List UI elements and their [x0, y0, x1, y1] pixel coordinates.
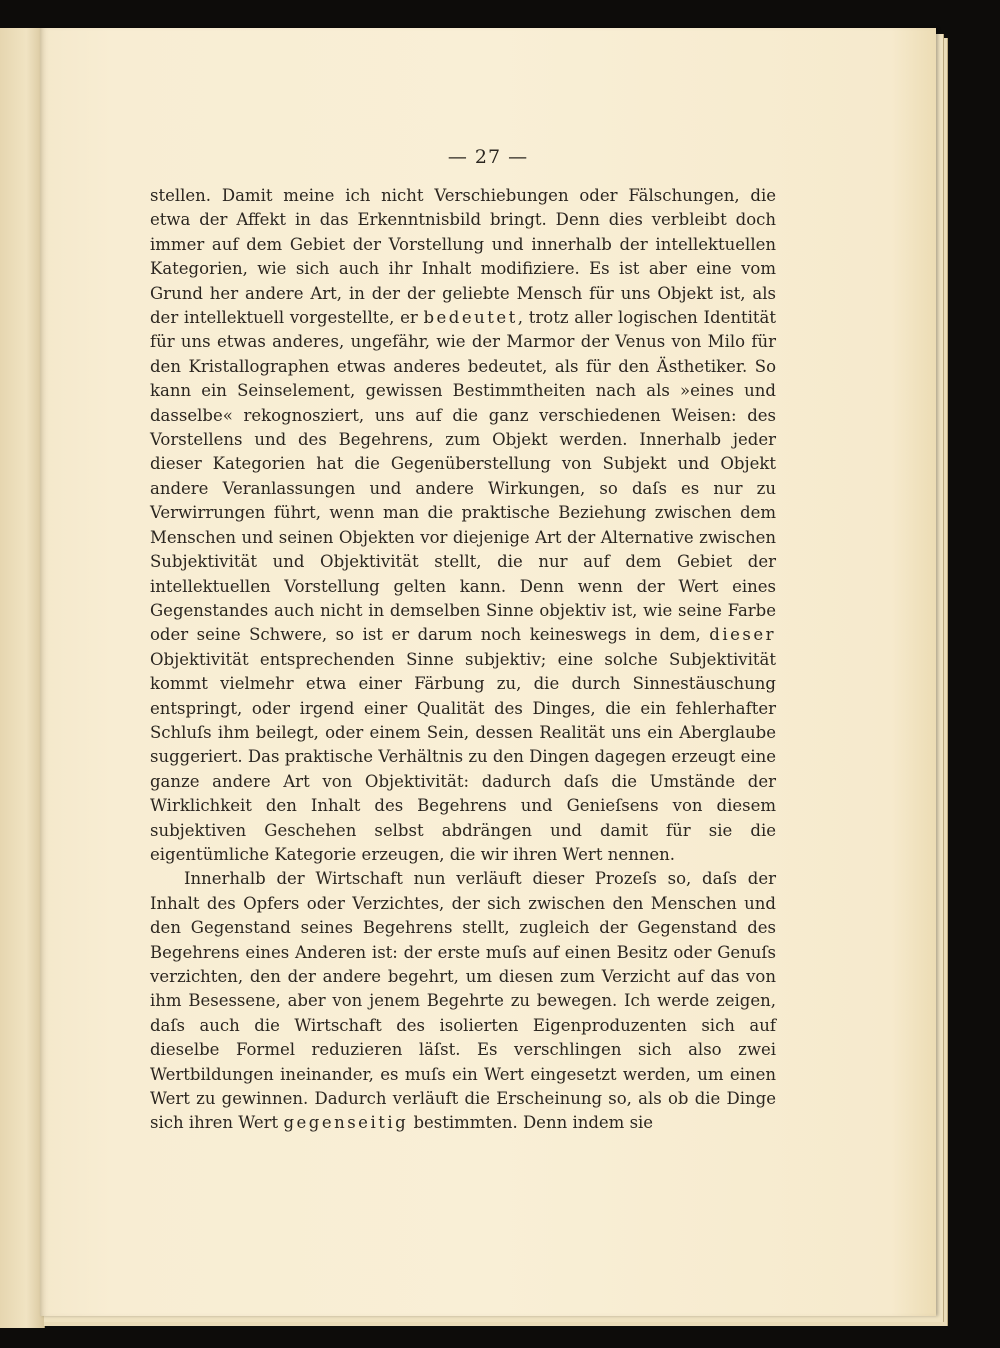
- text-segment: Innerhalb der Wirtschaft nun verläuft dieser Prozeſs so, daſs der Inhalt des Opfers oder Verzichtes, der sich zwischen den Menschen und den Gegenstand seines Begehrens stellt, zugleich der Gegenstand des Begehrens eines Anderen ist: der erste muſs auf einen Besitz oder Genuſs verzichten, den der andere begehrt, um diesen zum Verzicht auf das von ihm Besessene, aber von jenem Begehrte zu bewegen. Ich werde zeigen, daſs auch die Wirtschaft des isolierten Eigenproduzenten sich auf dieselbe Formel reduzieren läſst. Es verschlingen sich also zwei Wertbildungen ineinander, es muſs ein Wert eingesetzt werden, um einen Wert zu gewinnen. Dadurch verläuft die Erscheinung so, als ob die Dinge sich ihren Wert: [150, 869, 776, 1133]
- emphasized-word: gegenseitig: [283, 1113, 409, 1133]
- left-page-edge: [0, 28, 45, 1328]
- page-number: — 27 —: [447, 146, 529, 168]
- text-segment: Objektivität entsprechenden Sinne subjektiv; eine solche Subjektivität kommt vielmehr etwa einer Färbung zu, die durch Sinnestäuschung entspringt, oder irgend einer Qualität des Dinges, die ein fehlerhafter Schluſs ihm beilegt, oder einem Sein, dessen Realität uns ein Aberglaube suggeriert. Das praktische Verhältnis zu den Dingen dagegen erzeugt eine ganze andere Art von Objektivität: dadurch daſs die Umstände der Wirklichkeit den Inhalt des Begehrens und Genieſsens von diesem subjektiven Geschehen selbst abdrängen und damit für sie die eigentümliche Kategorie erzeugen, die wir ihren Wert nennen.: [150, 649, 776, 864]
- paragraph-1: [150, 184, 776, 867]
- text-segment: bestimmten. Denn indem sie: [408, 1113, 654, 1133]
- page-body-text: [150, 184, 776, 1136]
- book-page: [40, 28, 936, 1316]
- emphasized-word: dieser: [709, 625, 776, 645]
- paragraph-2: [150, 867, 776, 1135]
- text-segment: , trotz aller logischen Identität für uns etwas anderes, ungefähr, wie der Marmor der Venus von Milo für den Kristallographen etwas anderes bedeutet, als für den Ästhetiker. So kann ein Seinselement, gewissen Bestimmtheiten nach als »eines und dasselbe« rekognosziert, uns auf die ganz verschiedenen Weisen: des Vorstellens und des Begehrens, zum Objekt werden. Innerhalb jeder dieser Kategorien hat die Gegenüberstellung von Subjekt und Objekt andere Veranlassungen und andere Wirkungen, so daſs es nur zu Verwirrungen führt, wenn man die praktische Beziehung zwischen dem Menschen und seinen Objekten vor diejenige Art der Alternative zwischen Subjektivität und Objektivität stellt, die nur auf dem Gebiet der intellektuellen Vorstellung gelten kann. Denn wenn der Wert eines Gegenstandes auch nicht in demselben Sinne objektiv ist, wie seine Farbe oder seine Schwere, so ist er darum noch keineswegs in dem,: [150, 308, 776, 645]
- text-segment: stellen. Damit meine ich nicht Verschiebungen oder Fälschungen, die etwa der Affekt in das Erkenntnisbild bringt. Denn dies verbleibt doch immer auf dem Gebiet der Vorstellung und innerhalb der intellektuellen Kategorien, wie sich auch ihr Inhalt modifiziere. Es ist aber eine vom Grund her andere Art, in der der geliebte Mensch für uns Objekt ist, als der intellektuell vorgestellte, er: [150, 186, 776, 328]
- emphasized-word: bedeutet: [423, 308, 518, 328]
